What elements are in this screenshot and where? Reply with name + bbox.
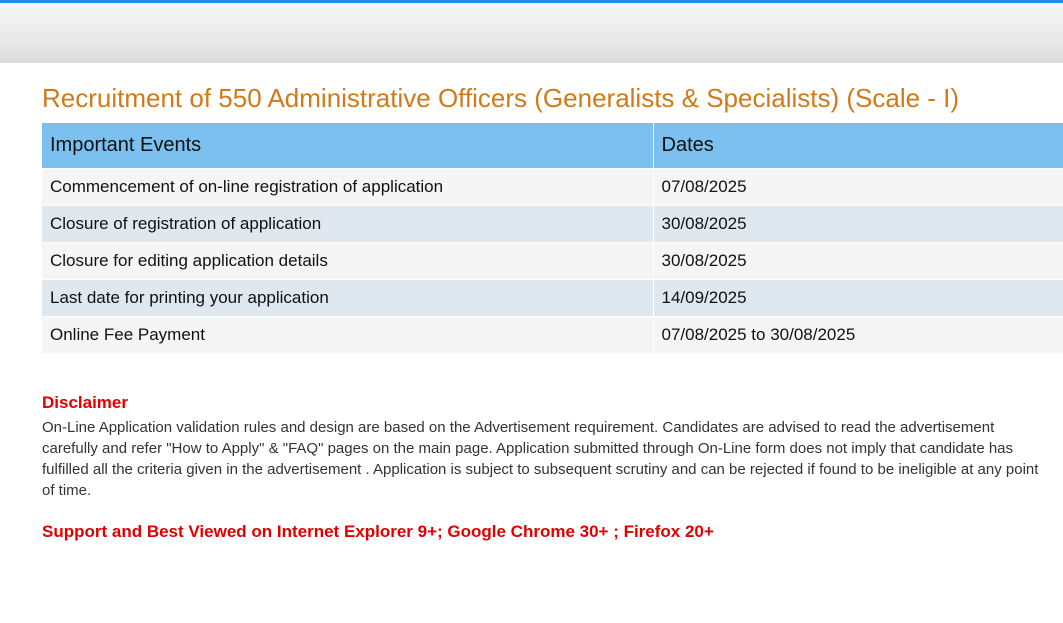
table-row	[42, 168, 1063, 205]
disclaimer-heading: Disclaimer	[42, 393, 128, 412]
table-row	[42, 279, 1063, 316]
important-events-table	[42, 123, 1063, 353]
table-row	[42, 205, 1063, 242]
event-name: Online Fee Payment	[42, 316, 653, 353]
event-date: 07/08/2025 to 30/08/2025	[653, 316, 1063, 353]
header-dates: Dates	[653, 123, 1063, 168]
header-important-events: Important Events	[42, 123, 653, 168]
event-name: Closure of registration of application	[42, 205, 653, 242]
event-name: Last date for printing your application	[42, 279, 653, 316]
main-content	[0, 63, 1063, 542]
event-name: Closure for editing application details	[42, 242, 653, 279]
header-band	[0, 3, 1063, 63]
table-row	[42, 316, 1063, 353]
event-name: Commencement of on-line registration of application	[42, 168, 653, 205]
event-date: 07/08/2025	[653, 168, 1063, 205]
event-date: 30/08/2025	[653, 242, 1063, 279]
table-row	[42, 242, 1063, 279]
disclaimer-text: On-Line Application validation rules and design are based on the Advertisement requirement. Candidates are advised to read the advertisement carefully and refer "How to Apply" & "FAQ" pages on the main page. Application submitted through On-Line form does not imply that candidate has fulfilled all the criteria given in the advertisement . Application is subject to subsequent scrutiny and can be rejected if found to be ineligible at any point of time.	[42, 419, 1039, 499]
event-date: 30/08/2025	[653, 205, 1063, 242]
browser-support-note: Support and Best Viewed on Internet Explorer 9+; Google Chrome 30+ ; Firefox 20+	[42, 522, 714, 541]
event-date: 14/09/2025	[653, 279, 1063, 316]
page-title: Recruitment of 550 Administrative Officers (Generalists & Specialists) (Scale - I)	[42, 83, 960, 113]
table-header-row	[42, 123, 1063, 168]
